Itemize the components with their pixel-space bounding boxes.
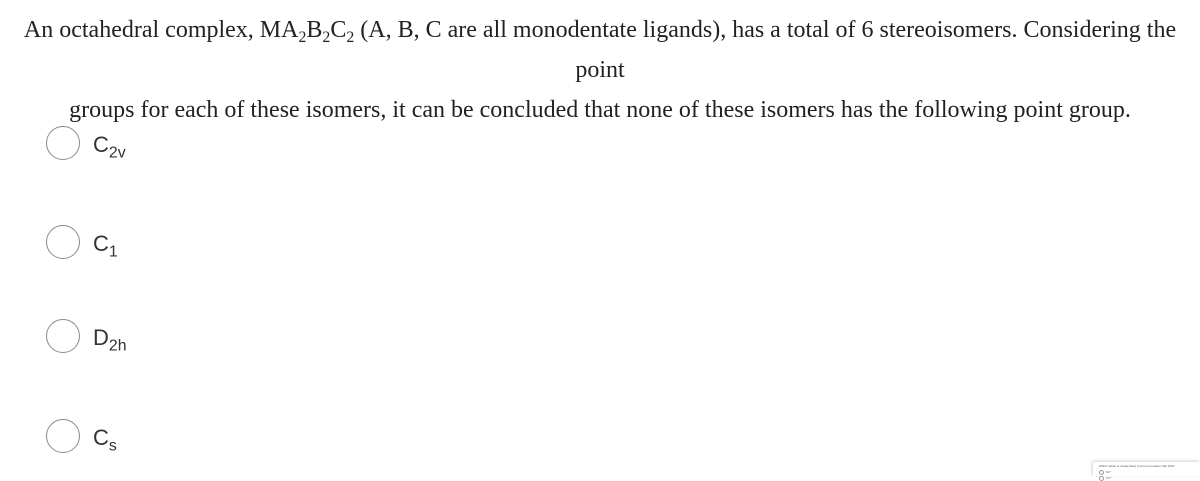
option-label-base: D	[93, 325, 109, 350]
option-label-subscript: 1	[108, 243, 118, 261]
thumbnail-question-text: Which cation is mostly likely to form a complex with SCN⁻	[1099, 464, 1176, 468]
option-label-subscript: s	[108, 437, 117, 455]
question-line-1	[0, 10, 1200, 90]
option-label-base: C	[93, 231, 109, 256]
radio-button[interactable]	[46, 419, 80, 453]
option-cs[interactable]	[46, 419, 117, 453]
thumbnail-option-1: Ni²⁺	[1106, 470, 1112, 474]
option-label	[93, 231, 118, 261]
thumbnail-option-2: Cr³⁺	[1106, 476, 1112, 480]
question-segment: (A, B, C are all monodentate ligands), has a total of 6 stereoisomers. Considering the point	[354, 17, 1177, 83]
option-d2h[interactable]	[46, 319, 127, 353]
option-c1[interactable]	[46, 225, 118, 259]
option-label-base: C	[93, 132, 109, 157]
option-label-subscript: 2h	[108, 337, 127, 355]
question-line-2: groups for each of these isomers, it can be concluded that none of these isomers has the following point group.	[69, 97, 1131, 123]
option-label	[93, 425, 117, 455]
question-segment: B	[306, 17, 323, 43]
thumbnail-radio	[1099, 476, 1104, 481]
option-label	[93, 325, 127, 355]
radio-button[interactable]	[46, 126, 80, 160]
option-label-subscript: 2v	[108, 144, 126, 162]
option-c2v[interactable]	[46, 126, 126, 160]
option-label-base: C	[93, 425, 109, 450]
option-label	[93, 132, 126, 162]
question-text	[0, 10, 1200, 130]
radio-button[interactable]	[46, 319, 80, 353]
radio-button[interactable]	[46, 225, 80, 259]
question-segment: C	[330, 17, 347, 43]
subscript: 2	[298, 28, 307, 46]
subscript: 2	[322, 28, 331, 46]
subscript: 2	[346, 28, 355, 46]
question-segment: An octahedral complex, MA	[23, 17, 299, 43]
preview-thumbnail[interactable]	[1093, 462, 1200, 480]
thumbnail-radio	[1099, 470, 1104, 475]
